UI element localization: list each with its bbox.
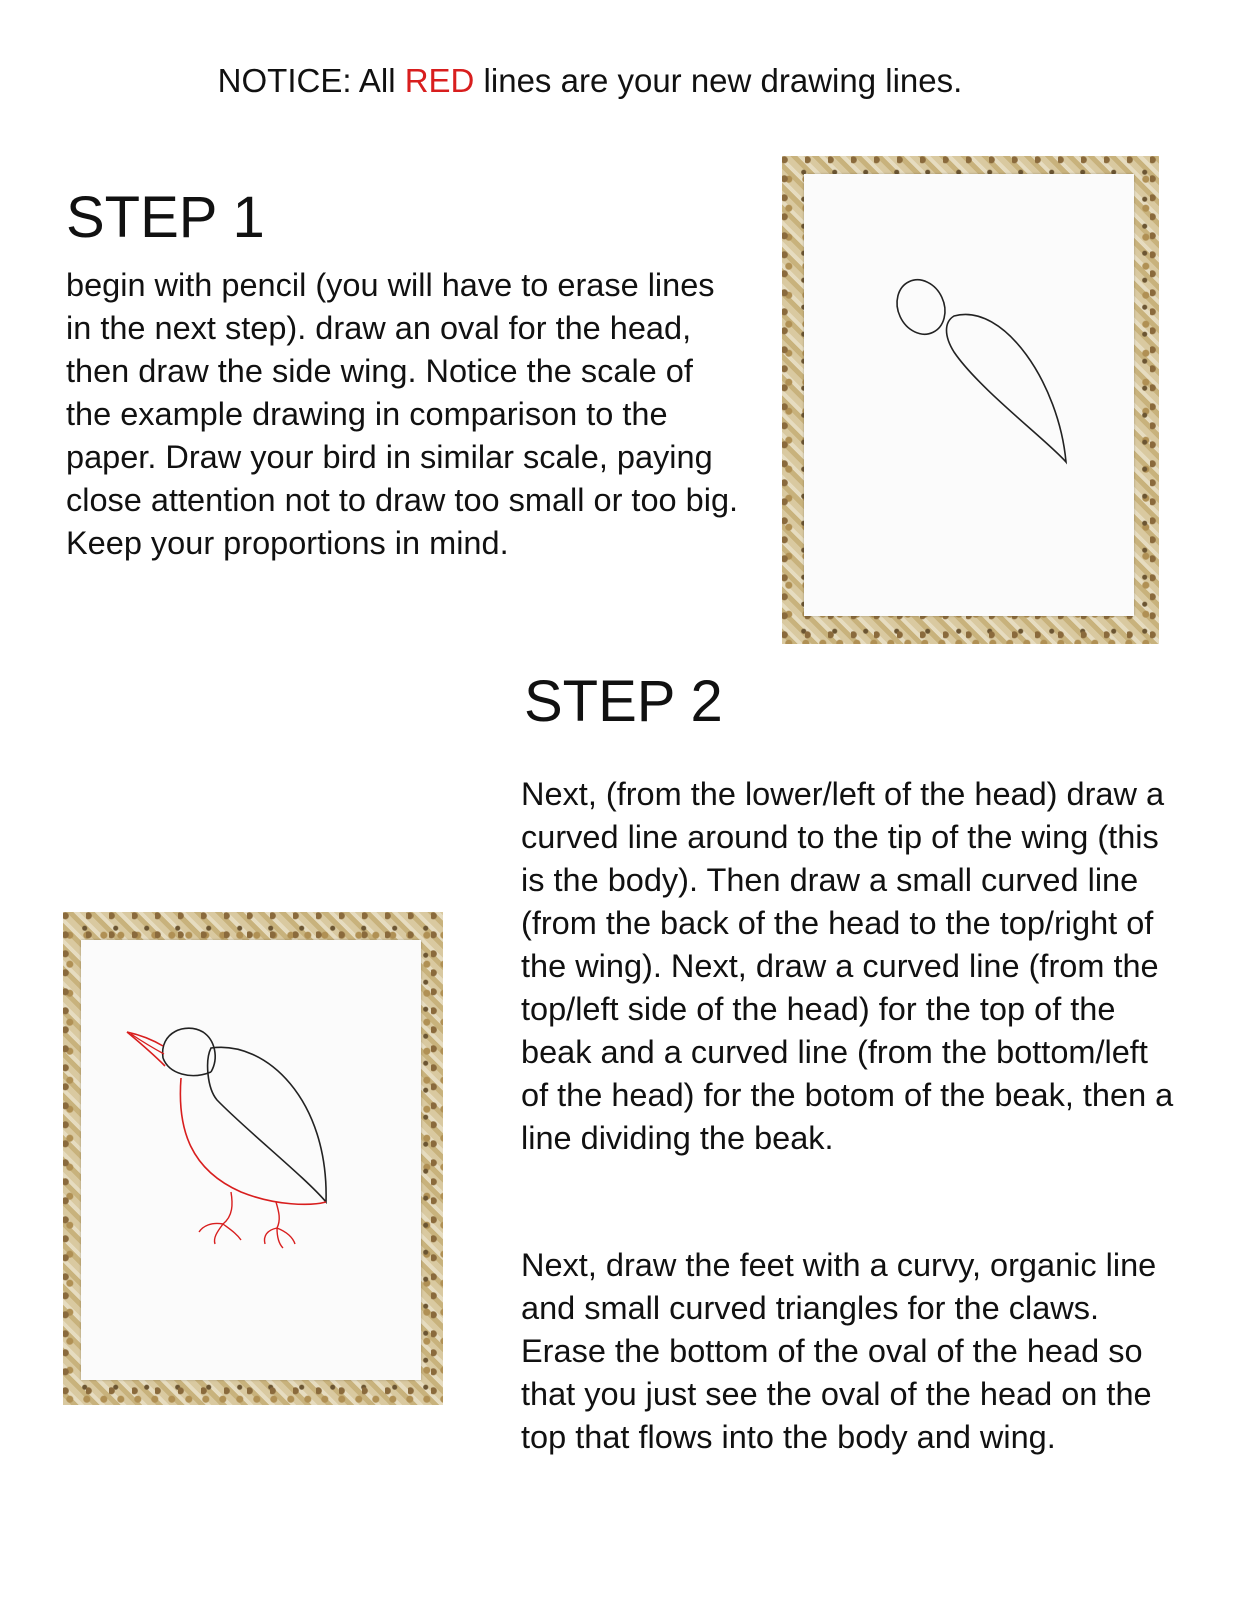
notice-suffix: lines are your new drawing lines. xyxy=(474,62,963,99)
step2-bird-drawing xyxy=(81,940,421,1380)
head-bottom-arc xyxy=(163,1058,211,1076)
body-curve xyxy=(180,1078,326,1204)
step1-instructions: begin with pencil (you will have to erase lines in the next step). draw an oval for the head, then draw the side wing. Notice the scale of the example drawing in comparison to the paper. Draw your bird in similar scale, paying close attention not to draw too small or too big. Keep your proportions in mind. xyxy=(66,267,739,561)
notice-highlight: RED xyxy=(404,62,475,99)
step1-title: STEP 1 xyxy=(66,185,265,250)
right-foot xyxy=(265,1202,296,1248)
step2-paper xyxy=(81,940,421,1380)
step2-title: STEP 2 xyxy=(524,669,723,734)
step2-instructions-body-beak: Next, (from the lower/left of the head) draw a curved line around to the tip of the wing (this is the body). Then draw a small curved line (from the back of the head to the top/right of the wing). Next, draw a curved line (from the top/left side of the head) for the top of the beak and a curved line (from the bottom/left of the head) for the botom of the beak, then a line dividing the beak. xyxy=(521,776,1174,1156)
notice-prefix: NOTICE: All xyxy=(217,62,405,99)
wing-outline xyxy=(208,1047,326,1202)
step1-bird-drawing xyxy=(804,174,1134,616)
step1-paper xyxy=(804,174,1134,616)
step1-example-photo xyxy=(782,156,1159,644)
notice-line xyxy=(0,62,1180,100)
wing-outline xyxy=(947,314,1067,462)
left-foot xyxy=(199,1192,241,1244)
step2-example-photo xyxy=(63,912,443,1405)
beak-top xyxy=(127,1032,163,1046)
step2-instructions-feet: Next, draw the feet with a curvy, organic line and small curved triangles for the claws. Erase the bottom of the oval of the head so that you just see the oval of the head on the top that flows into the body and wing. xyxy=(521,1247,1157,1455)
head-oval xyxy=(888,272,953,342)
